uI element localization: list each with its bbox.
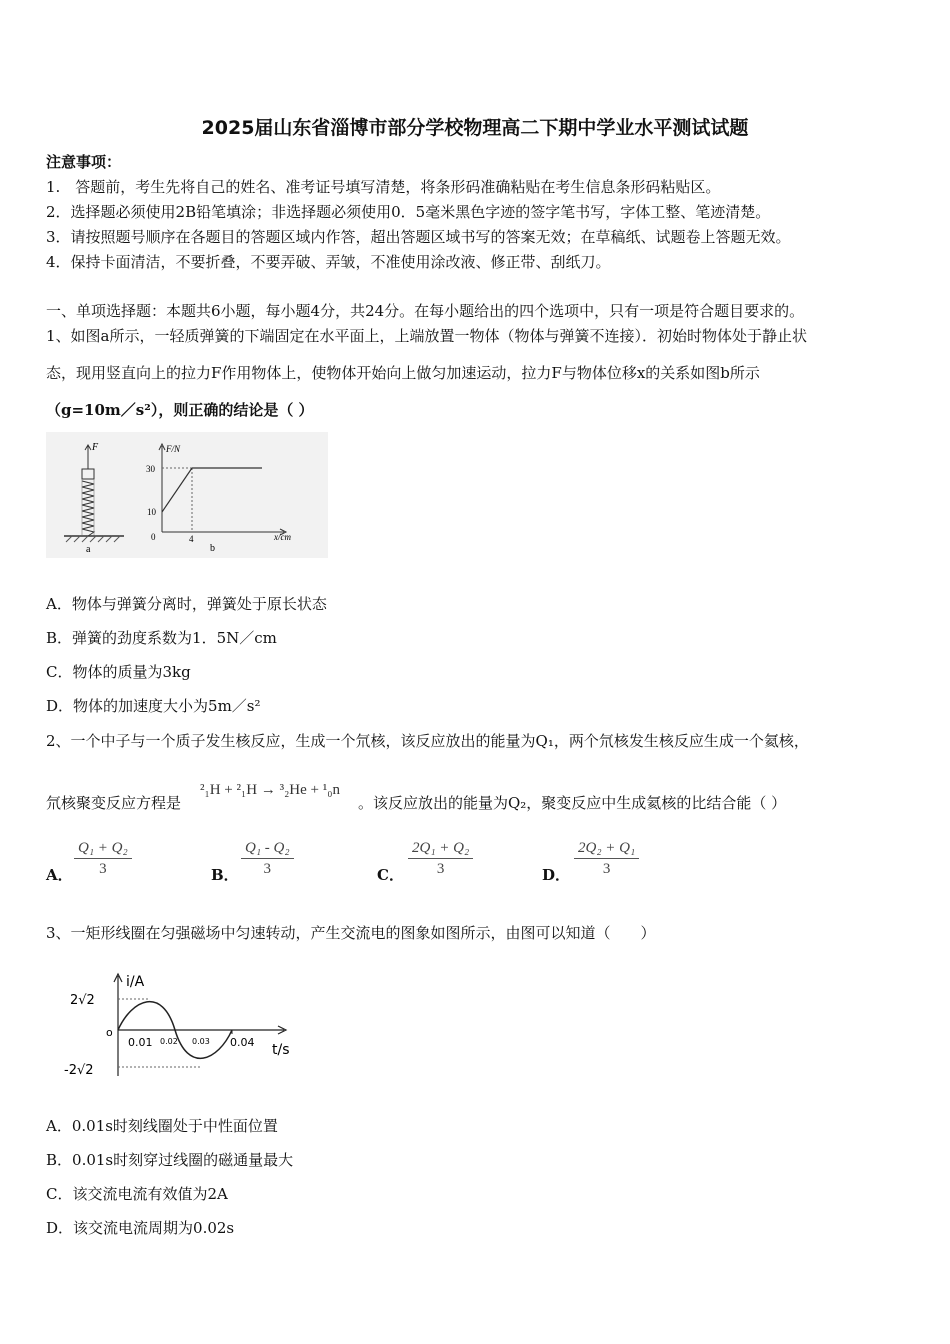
q2-option-label: A． [46, 866, 73, 884]
x-axis-label: x/cm [274, 532, 291, 542]
q2-option-label: D． [542, 866, 571, 884]
x-tick: 0 [151, 532, 156, 542]
y-axis-label: F/N [166, 444, 181, 454]
fraction-numerator: Q₁ + Q₂ [74, 840, 132, 859]
x-tick: 0.03 [192, 1037, 210, 1046]
x-tick: 4 [189, 534, 194, 544]
q1-option-b: B．弹簧的劲度系数为1．5N／cm [46, 629, 277, 647]
fraction-numerator: 2Q₁ + Q₂ [408, 840, 473, 859]
fraction-numerator: 2Q₂ + Q₁ [574, 840, 639, 859]
fraction-denominator: 3 [602, 861, 611, 877]
fraction-numerator: Q₁ - Q₂ [241, 840, 294, 859]
q2-option-label: B． [211, 866, 239, 884]
y-tick: 30 [146, 464, 155, 474]
x-tick: 0.04 [230, 1036, 255, 1049]
notice-item: 4．保持卡面清洁，不要折叠，不要弄破、弄皱，不准使用涂改液、修正带、刮纸刀。 [46, 253, 611, 271]
q1-option-a: A．物体与弹簧分离时，弹簧处于原长状态 [46, 595, 327, 613]
q3-option-c: C．该交流电流有效值为2A [46, 1185, 228, 1203]
page-title: 2025届山东省淄博市部分学校物理高二下期中学业水平测试试题 [201, 117, 749, 139]
q1-figure [46, 432, 328, 558]
q1-stem-line: 1、如图a所示，一轻质弹簧的下端固定在水平面上，上端放置一物体（物体与弹簧不连接）．初始时物体处于静止状 [46, 327, 807, 345]
q3-option-b: B．0.01s时刻穿过线圈的磁通量最大 [46, 1151, 294, 1169]
fraction-denominator: 3 [436, 861, 445, 877]
y-axis-label: i/A [126, 974, 145, 990]
q2-option-d-fraction [574, 840, 639, 878]
q2-option-label: C． [377, 866, 404, 884]
q2-stem-pre: 氘核聚变反应方程是 [46, 794, 182, 812]
notice-item: 2．选择题必须使用2B铅笔填涂；非选择题必须使用0．5毫米黑色字迹的签字笔书写，字体工整、笔迹清楚。 [46, 203, 771, 221]
q1-option-d: D．物体的加速度大小为5m／s² [46, 697, 261, 715]
fig-b-label: b [210, 543, 215, 554]
q2-option-b-fraction [241, 840, 294, 878]
notice-heading: 注意事项： [46, 153, 122, 171]
x-tick: 0.02 [160, 1037, 178, 1046]
q2-stem-line: 2、一个中子与一个质子发生核反应，生成一个氘核，该反应放出的能量为Q₁，两个氘核发生核反应生成一个氦核， [46, 732, 809, 750]
q1-stem-line: 态，现用竖直向上的拉力F作用物体上，使物体开始向上做匀加速运动，拉力F与物体位移x的关系如图b所示 [46, 364, 760, 382]
y-tick: 10 [147, 507, 156, 517]
q1-stem-line: （g=10m／s²），则正确的结论是（ ） [46, 401, 314, 419]
fraction-denominator: 3 [99, 861, 107, 877]
q2-stem-post: 。该反应放出的能量为Q₂，聚变反应中生成氦核的比结合能（ ） [358, 794, 787, 812]
q1-option-c: C．物体的质量为3kg [46, 663, 191, 681]
fusion-equation: ²₁H + ²₁H → ³₂He + ¹₀n [200, 782, 340, 798]
q3-figure [62, 966, 312, 1084]
y-max-label: 2√2 [70, 993, 95, 1008]
q2-option-a-fraction [74, 840, 132, 878]
notice-item: 3．请按照题号顺序在各题目的答题区域内作答，超出答题区域书写的答案无效；在草稿纸、试题卷上答题无效。 [46, 228, 791, 246]
q3-option-a: A．0.01s时刻线圈处于中性面位置 [46, 1117, 278, 1135]
x-tick: 0.01 [128, 1036, 153, 1049]
q3-stem-line: 3、一矩形线圈在匀强磁场中匀速转动，产生交流电的图象如图所示，由图可以知道（ ） [46, 924, 656, 942]
x-axis-label: t/s [272, 1042, 290, 1058]
force-label: F [92, 442, 99, 453]
section-heading: 一、单项选择题：本题共6小题，每小题4分，共24分。在每小题给出的四个选项中，只有一项是符合题目要求的。 [46, 302, 805, 320]
y-min-label: -2√2 [64, 1063, 94, 1078]
fraction-denominator: 3 [263, 861, 272, 877]
origin-label: o [106, 1026, 113, 1039]
q3-option-d: D．该交流电流周期为0.02s [46, 1219, 235, 1237]
fig-a-label: a [86, 544, 91, 555]
q2-option-c-fraction [408, 840, 473, 878]
notice-item: 1. 答题前，考生先将自己的姓名、准考证号填写清楚，将条形码准确粘贴在考生信息条形码粘贴区。 [46, 178, 721, 196]
